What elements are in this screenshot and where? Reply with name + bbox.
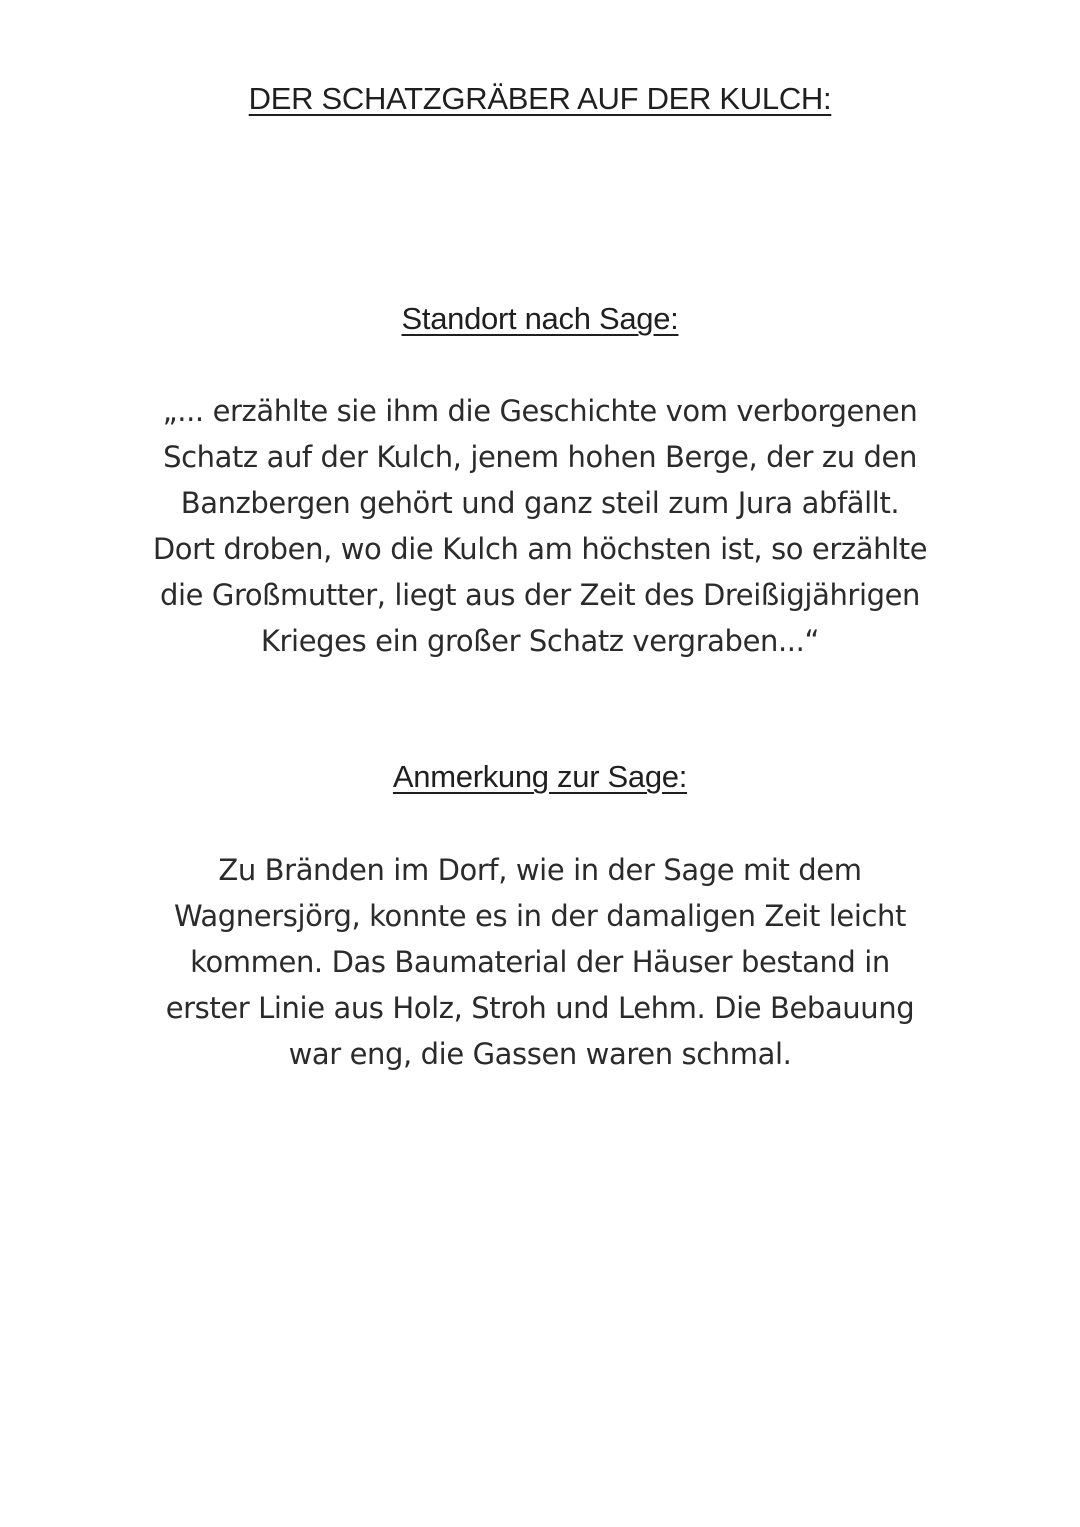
note-paragraph: Zu Bränden im Dorf, wie in der Sage mit dem Wagnersjörg, konnte es in der damaligen Zeit leicht kommen. Das Baumaterial der Häuser bestand in erster Linie aus Holz, Stroh und Lehm. Die Bebauung war eng, die Gassen waren schmal.: [165, 853, 915, 1071]
page-title: DER SCHATZGRÄBER AUF DER KULCH:: [248, 81, 832, 116]
section-heading-anmerkung: Anmerkung zur Sage:: [392, 759, 688, 794]
section-heading-standort: Standort nach Sage:: [401, 301, 679, 336]
legend-quote-paragraph: „... erzählte sie ihm die Geschichte vom verborgenen Schatz auf der Kulch, jenem hohen Berge, der zu den Banzbergen gehört und ganz steil zum Jura abfällt. Dort droben, wo die Kulch am höchsten ist, so erzählte die Großmutter, liegt aus der Zeit des Dreißigjährigen Krieges ein großer Schatz vergraben...“: [152, 394, 928, 658]
